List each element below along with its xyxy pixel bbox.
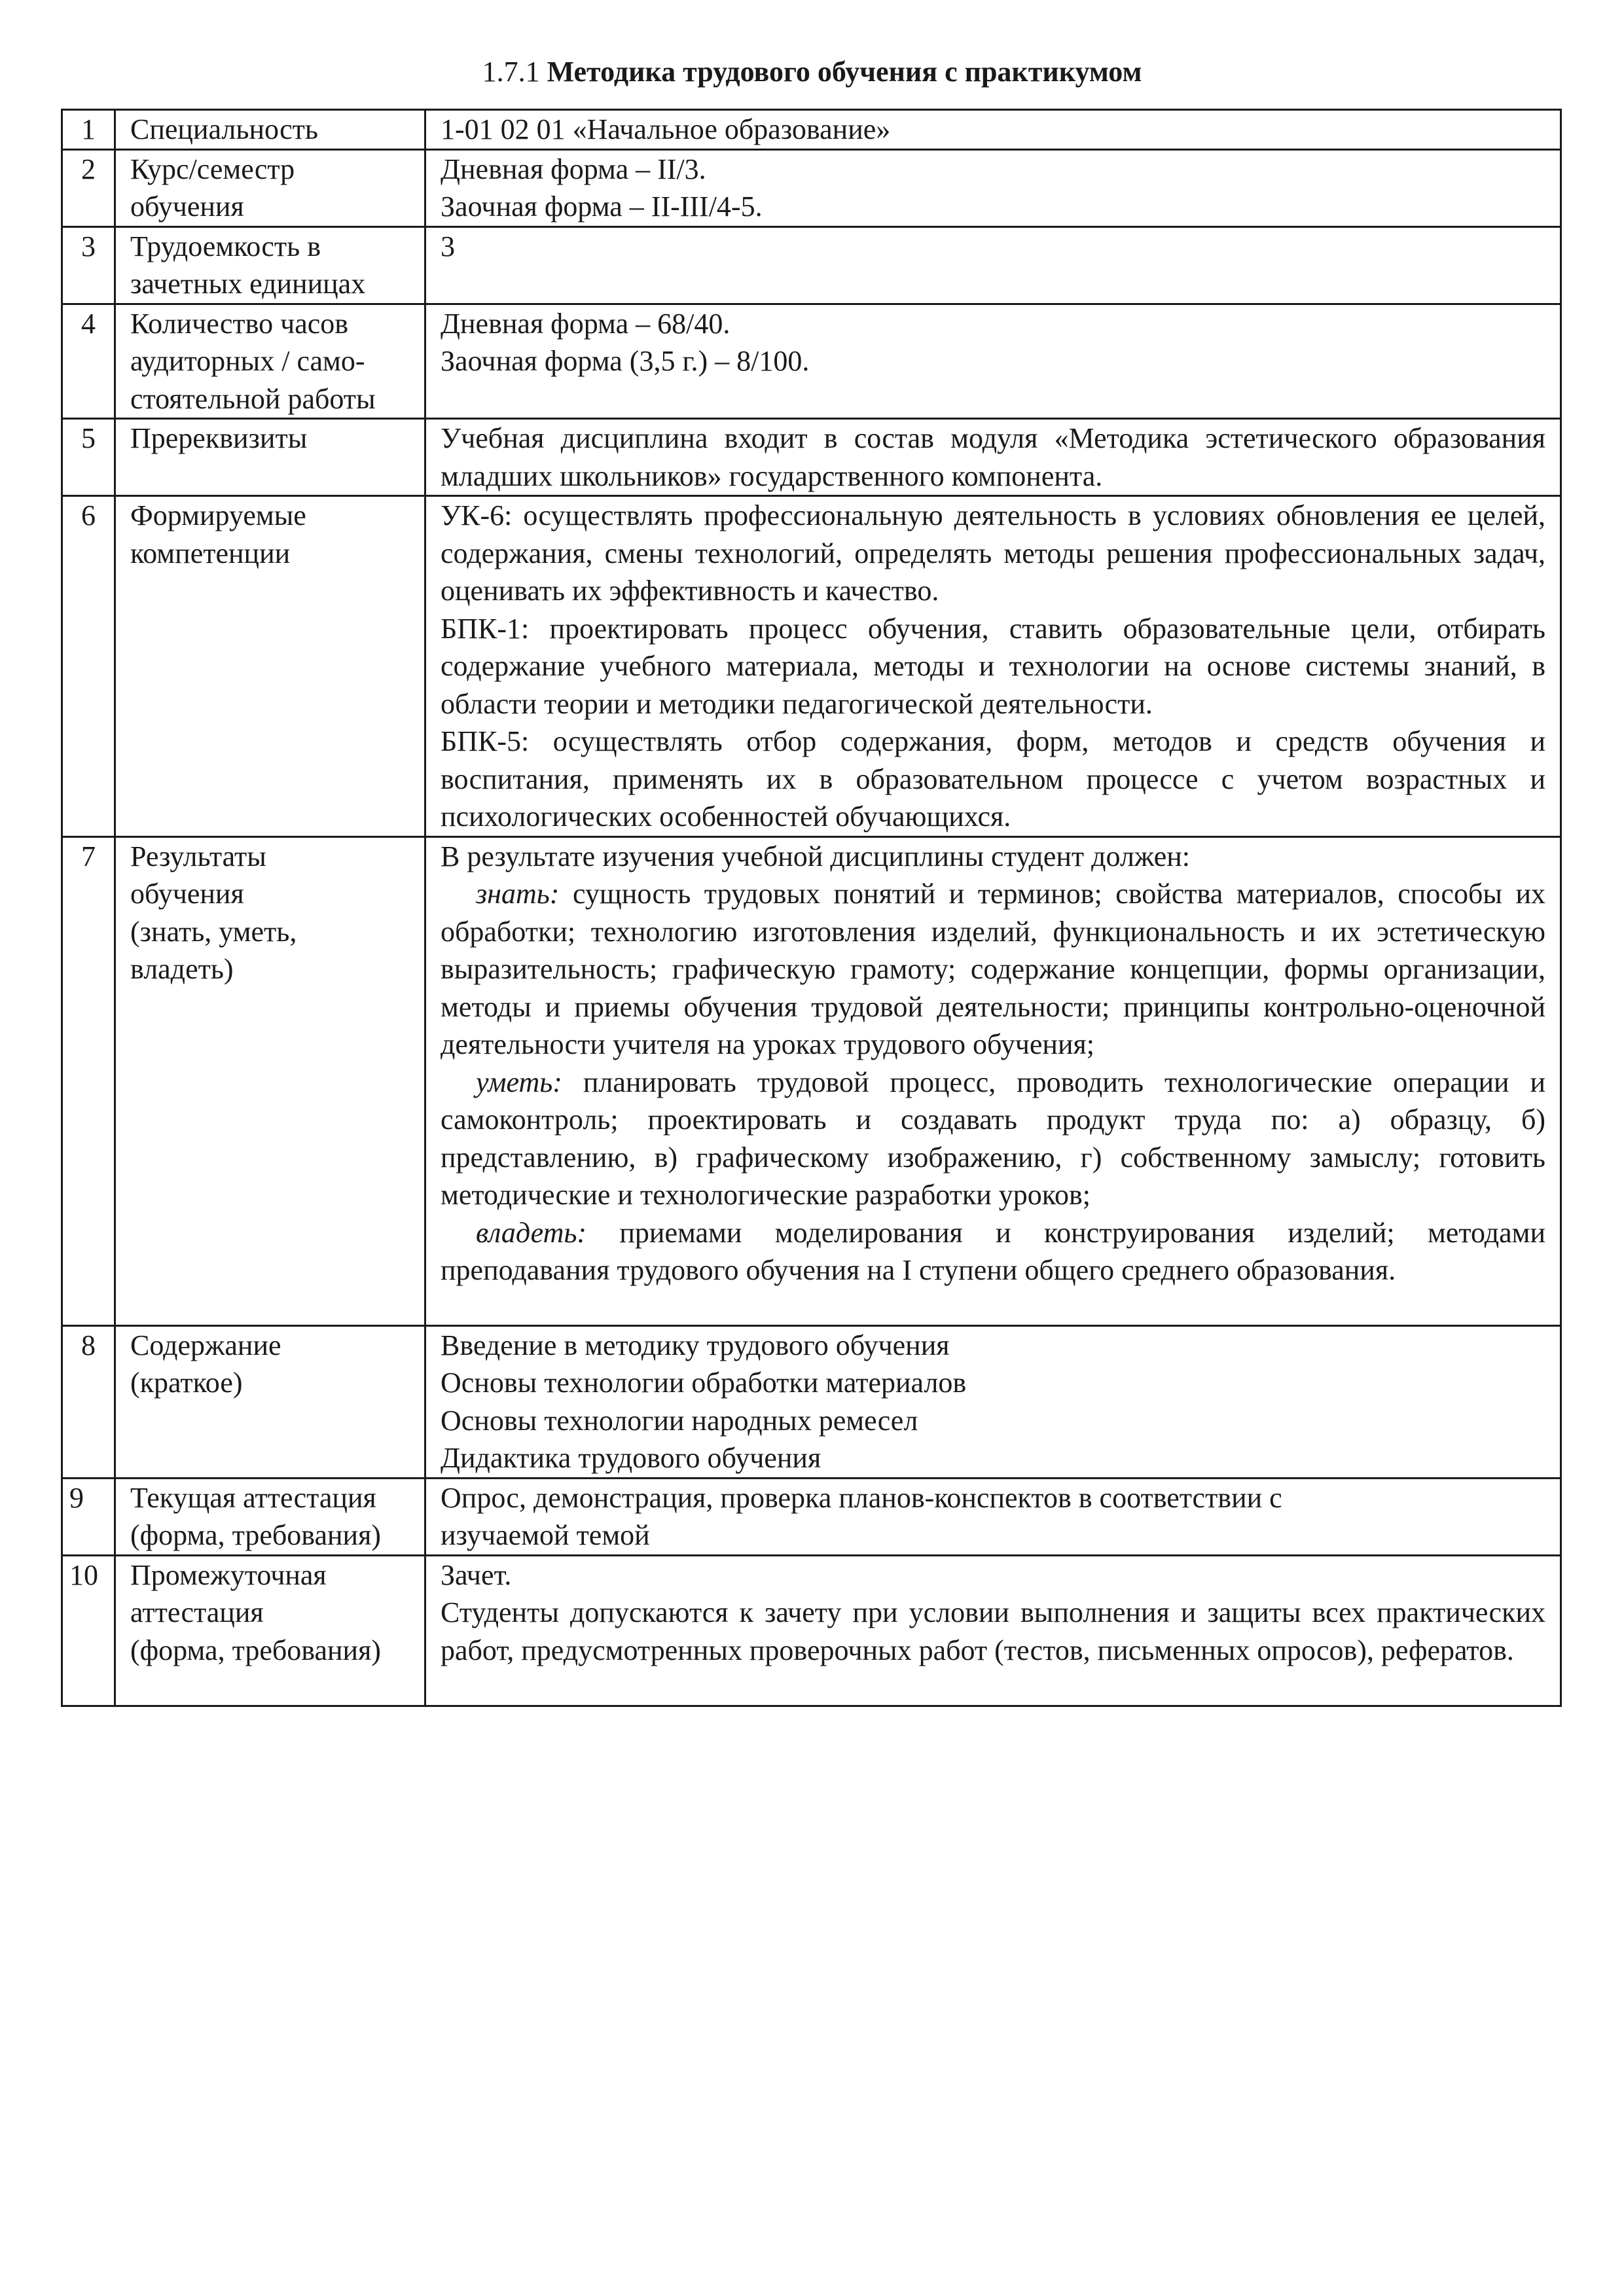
- know-term: знать:: [476, 878, 560, 910]
- row-content: [425, 304, 1561, 419]
- label-line: Содержание: [130, 1329, 281, 1361]
- competence-uk6: УК-6: осуществлять профессиональную деятельность в условиях обновления ее целей, содержания, смены технологий, определять методы решения профессиональных задач, оценивать их эффективность и качество.: [441, 499, 1545, 607]
- content-line: Основы технологии обработки материалов: [441, 1367, 967, 1399]
- label-line: Результаты: [130, 840, 266, 872]
- outcomes-own: [441, 1214, 1545, 1289]
- label-line: Пререквизиты: [130, 422, 308, 454]
- label-line: обучения: [130, 190, 244, 223]
- row-number: 1: [62, 110, 115, 150]
- row-number: 10: [62, 1555, 115, 1706]
- row-label: [115, 110, 425, 150]
- row-label: [115, 1478, 425, 1555]
- row-content: [425, 496, 1561, 837]
- content-line: Заочная форма – II-III/4-5.: [441, 190, 763, 223]
- row-content: [425, 1555, 1561, 1706]
- can-term: уметь:: [476, 1066, 562, 1098]
- table-row: [62, 1325, 1561, 1478]
- table-row: [62, 1555, 1561, 1706]
- label-line: Курс/семестр: [130, 152, 295, 185]
- label-line: Промежуточная: [130, 1558, 327, 1591]
- outcomes-can: [441, 1064, 1545, 1214]
- syllabus-table: [61, 109, 1562, 1707]
- own-text: приемами моделирования и конструирования изделий; методами преподавания трудового обучения на I ступени общего среднего образования.: [441, 1216, 1545, 1286]
- label-line: Формируемые: [130, 499, 306, 531]
- table-row: [62, 226, 1561, 304]
- label-line: (форма, требования): [130, 1634, 381, 1666]
- label-line: компетенции: [130, 537, 291, 569]
- label-line: (форма, требования): [130, 1519, 381, 1551]
- row-content: [425, 149, 1561, 226]
- competence-bpk5: БПК-5: осуществлять отбор содержания, форм, методов и средств обучения и воспитания, применять их в образовательном процессе с учетом возрастных и психологических особенностей обучающихся.: [441, 725, 1545, 833]
- title-number: 1.7.1: [482, 56, 540, 88]
- content-line: Введение в методику трудового обучения: [441, 1329, 950, 1361]
- label-line: Текущая аттестация: [130, 1481, 376, 1514]
- row-number: 2: [62, 149, 115, 226]
- row-label: [115, 149, 425, 226]
- row-label: [115, 496, 425, 837]
- label-line: стоятельной работы: [130, 382, 376, 415]
- row-number: 7: [62, 836, 115, 1325]
- competence-bpk1: БПК-1: проектировать процесс обучения, ставить образовательные цели, отбирать содержание учебного материала, методы и технологии на основе системы знаний, в области теории и методики педагогической деятельности.: [441, 612, 1545, 720]
- content-line: Зачет.: [441, 1558, 512, 1591]
- row-content: [425, 1325, 1561, 1478]
- row-label: [115, 836, 425, 1325]
- own-term: владеть:: [476, 1216, 587, 1249]
- content-line: Дневная форма – II/3.: [441, 152, 706, 185]
- row-content: [425, 1478, 1561, 1555]
- row-content: [425, 419, 1561, 496]
- row-number: 9: [62, 1478, 115, 1555]
- label-line: Трудоемкость в: [130, 230, 321, 262]
- row-label: [115, 304, 425, 419]
- content-line: 3: [441, 230, 455, 262]
- label-line: аудиторных / само-: [130, 345, 365, 377]
- outcomes-intro: В результате изучения учебной дисциплины студент должен:: [441, 840, 1191, 872]
- table-row: [62, 1478, 1561, 1555]
- table-row: [62, 496, 1561, 837]
- table-row: [62, 110, 1561, 150]
- content-line: Дидактика трудового обучения: [441, 1442, 821, 1474]
- content-line: изучаемой темой: [441, 1519, 650, 1551]
- table-row: [62, 149, 1561, 226]
- can-text: планировать трудовой процесс, проводить технологические операции и самоконтроль; проектировать и создавать продукт труда по: а) образцу, б) представлению, в) графическому изображению, г) собственному замыслу; готовить методические и технологические разработки уроков;: [441, 1066, 1545, 1211]
- row-label: [115, 1325, 425, 1478]
- label-line: владеть): [130, 953, 234, 985]
- table-row: [62, 419, 1561, 496]
- row-number: 3: [62, 226, 115, 304]
- row-number: 4: [62, 304, 115, 419]
- content-paragraph: Учебная дисциплина входит в состав модуля «Методика эстетического образования младших школьников» государственного компонента.: [441, 422, 1545, 492]
- know-text: сущность трудовых понятий и терминов; свойства материалов, способы их обработки; технологию изготовления изделий, функциональность и их эстетическую выразительность; графическую грамоту; содержание концепции, формы организации, методы и приемы обучения трудовой деятельности; принципы контрольно-оценочной деятельности учителя на уроках трудового обучения;: [441, 878, 1545, 1060]
- label-line: Количество часов: [130, 307, 349, 340]
- label-line: аттестация: [130, 1596, 264, 1628]
- content-line: Дневная форма – 68/40.: [441, 307, 731, 340]
- table-row: [62, 304, 1561, 419]
- row-label: [115, 226, 425, 304]
- content-paragraph: Студенты допускаются к зачету при условии выполнения и защиты всех практических работ, предусмотренных проверочных работ (тестов, письменных опросов), рефератов.: [441, 1596, 1545, 1666]
- content-line: 1-01 02 01 «Начальное образование»: [441, 113, 891, 145]
- row-content: [425, 836, 1561, 1325]
- label-line: (знать, уметь,: [130, 915, 297, 948]
- row-number: 5: [62, 419, 115, 496]
- page-title: [0, 54, 1624, 90]
- label-line: обучения: [130, 878, 244, 910]
- row-content: [425, 110, 1561, 150]
- row-content: [425, 226, 1561, 304]
- row-label: [115, 419, 425, 496]
- row-number: 6: [62, 496, 115, 837]
- outcomes-know: [441, 875, 1545, 1064]
- label-line: Специальность: [130, 113, 318, 145]
- content-line: Основы технологии народных ремесел: [441, 1404, 918, 1437]
- title-text: Методика трудового обучения с практикумом: [547, 56, 1142, 88]
- row-label: [115, 1555, 425, 1706]
- label-line: зачетных единицах: [130, 268, 366, 300]
- content-line: Заочная форма (3,5 г.) – 8/100.: [441, 345, 810, 377]
- label-line: (краткое): [130, 1367, 243, 1399]
- content-line: Опрос, демонстрация, проверка планов-конспектов в соответствии с: [441, 1481, 1282, 1514]
- table-row: [62, 836, 1561, 1325]
- row-number: 8: [62, 1325, 115, 1478]
